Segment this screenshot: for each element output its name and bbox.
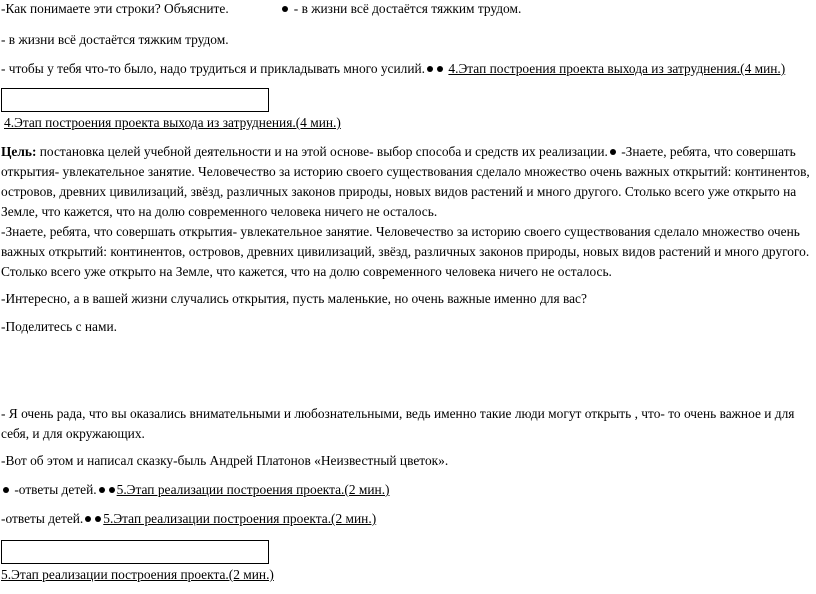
effort-line [1,60,785,78]
bullet-icon [282,6,288,12]
stage4-link[interactable]: 4.Этап построения проекта выхода из затруднения.(4 мин.) [448,61,786,76]
answer-line: - в жизни всё достаётся тяжким трудом. [1,32,229,47]
stage5-heading[interactable]: 5.Этап реализации построения проекта.(2 мин.) [1,567,274,582]
stage4-heading[interactable]: 4.Этап построения проекта выхода из затруднения.(4 мин.) [4,115,341,130]
answers-line-1 [1,481,390,499]
empty-frame [1,88,269,112]
bullet-icon [109,487,115,493]
answers-line-2 [1,510,376,528]
question-discoveries: -Интересно, а в вашей жизни случались открытия, пусть маленькие, но очень важные именно для вас? [1,291,587,306]
goal-paragraph [1,142,813,222]
empty-frame [1,540,269,564]
goal-continuation: -Знаете, ребята, что совершать открытия- увлекательное занятие. Человечество за историю своего существования сделало множество очень важных открытий: континентов, островов, древних цивилизаций, звёзд, различных законов природы, новых видов растений и много другого. Столько всего уже открыто на Земле, что кажется, что на долю современного человека ничего не осталось. [1,144,810,219]
bullet-icon [99,487,105,493]
share-line: -Поделитесь с нами. [1,319,117,334]
answers-text: -ответы детей. [11,482,97,497]
goal-label: Цель: [1,144,37,159]
effort-text: - чтобы у тебя что-то было, надо трудиться и прикладывать много усилий. [1,61,426,76]
answers-text: -ответы детей. [1,511,84,526]
discoveries-paragraph: -Знаете, ребята, что совершать открытия- увлекательное занятие. Человечество за историю своего существования сделало множество очень важных открытий: континентов, островов, древних цивилизаций, звёзд, различных законов природы, новых видов растений и много другого. Столько всего уже открыто на Земле, что кажется, что на долю современного человека ничего не осталось. [1,224,810,279]
answer-text: - в жизни всё достаётся тяжким трудом. [290,1,522,16]
glad-paragraph: - Я очень рада, что вы оказались внимательными и любознательными, ведь именно такие люди могут открыть , что- то очень важное и для себя, и для окружающих. [1,406,795,441]
bullet-icon [3,487,9,493]
bullet-icon [85,516,91,522]
bullet-icon [610,149,616,155]
bullet-icon [95,516,101,522]
bullet-icon [427,66,433,72]
bullet-icon [437,66,443,72]
stage5-link[interactable]: 5.Этап реализации построения проекта.(2 мин.) [103,511,377,526]
story-line: -Вот об этом и написал сказку-быль Андрей Платонов «Неизвестный цветок». [1,453,449,468]
stage5-link[interactable]: 5.Этап реализации построения проекта.(2 мин.) [116,482,390,497]
question-text: -Как понимаете эти строки? Объясните. [1,1,229,16]
goal-text: постановка целей учебной деятельности и на этой основе- выбор способа и средств их реализации. [36,144,608,159]
question-line [1,0,521,18]
